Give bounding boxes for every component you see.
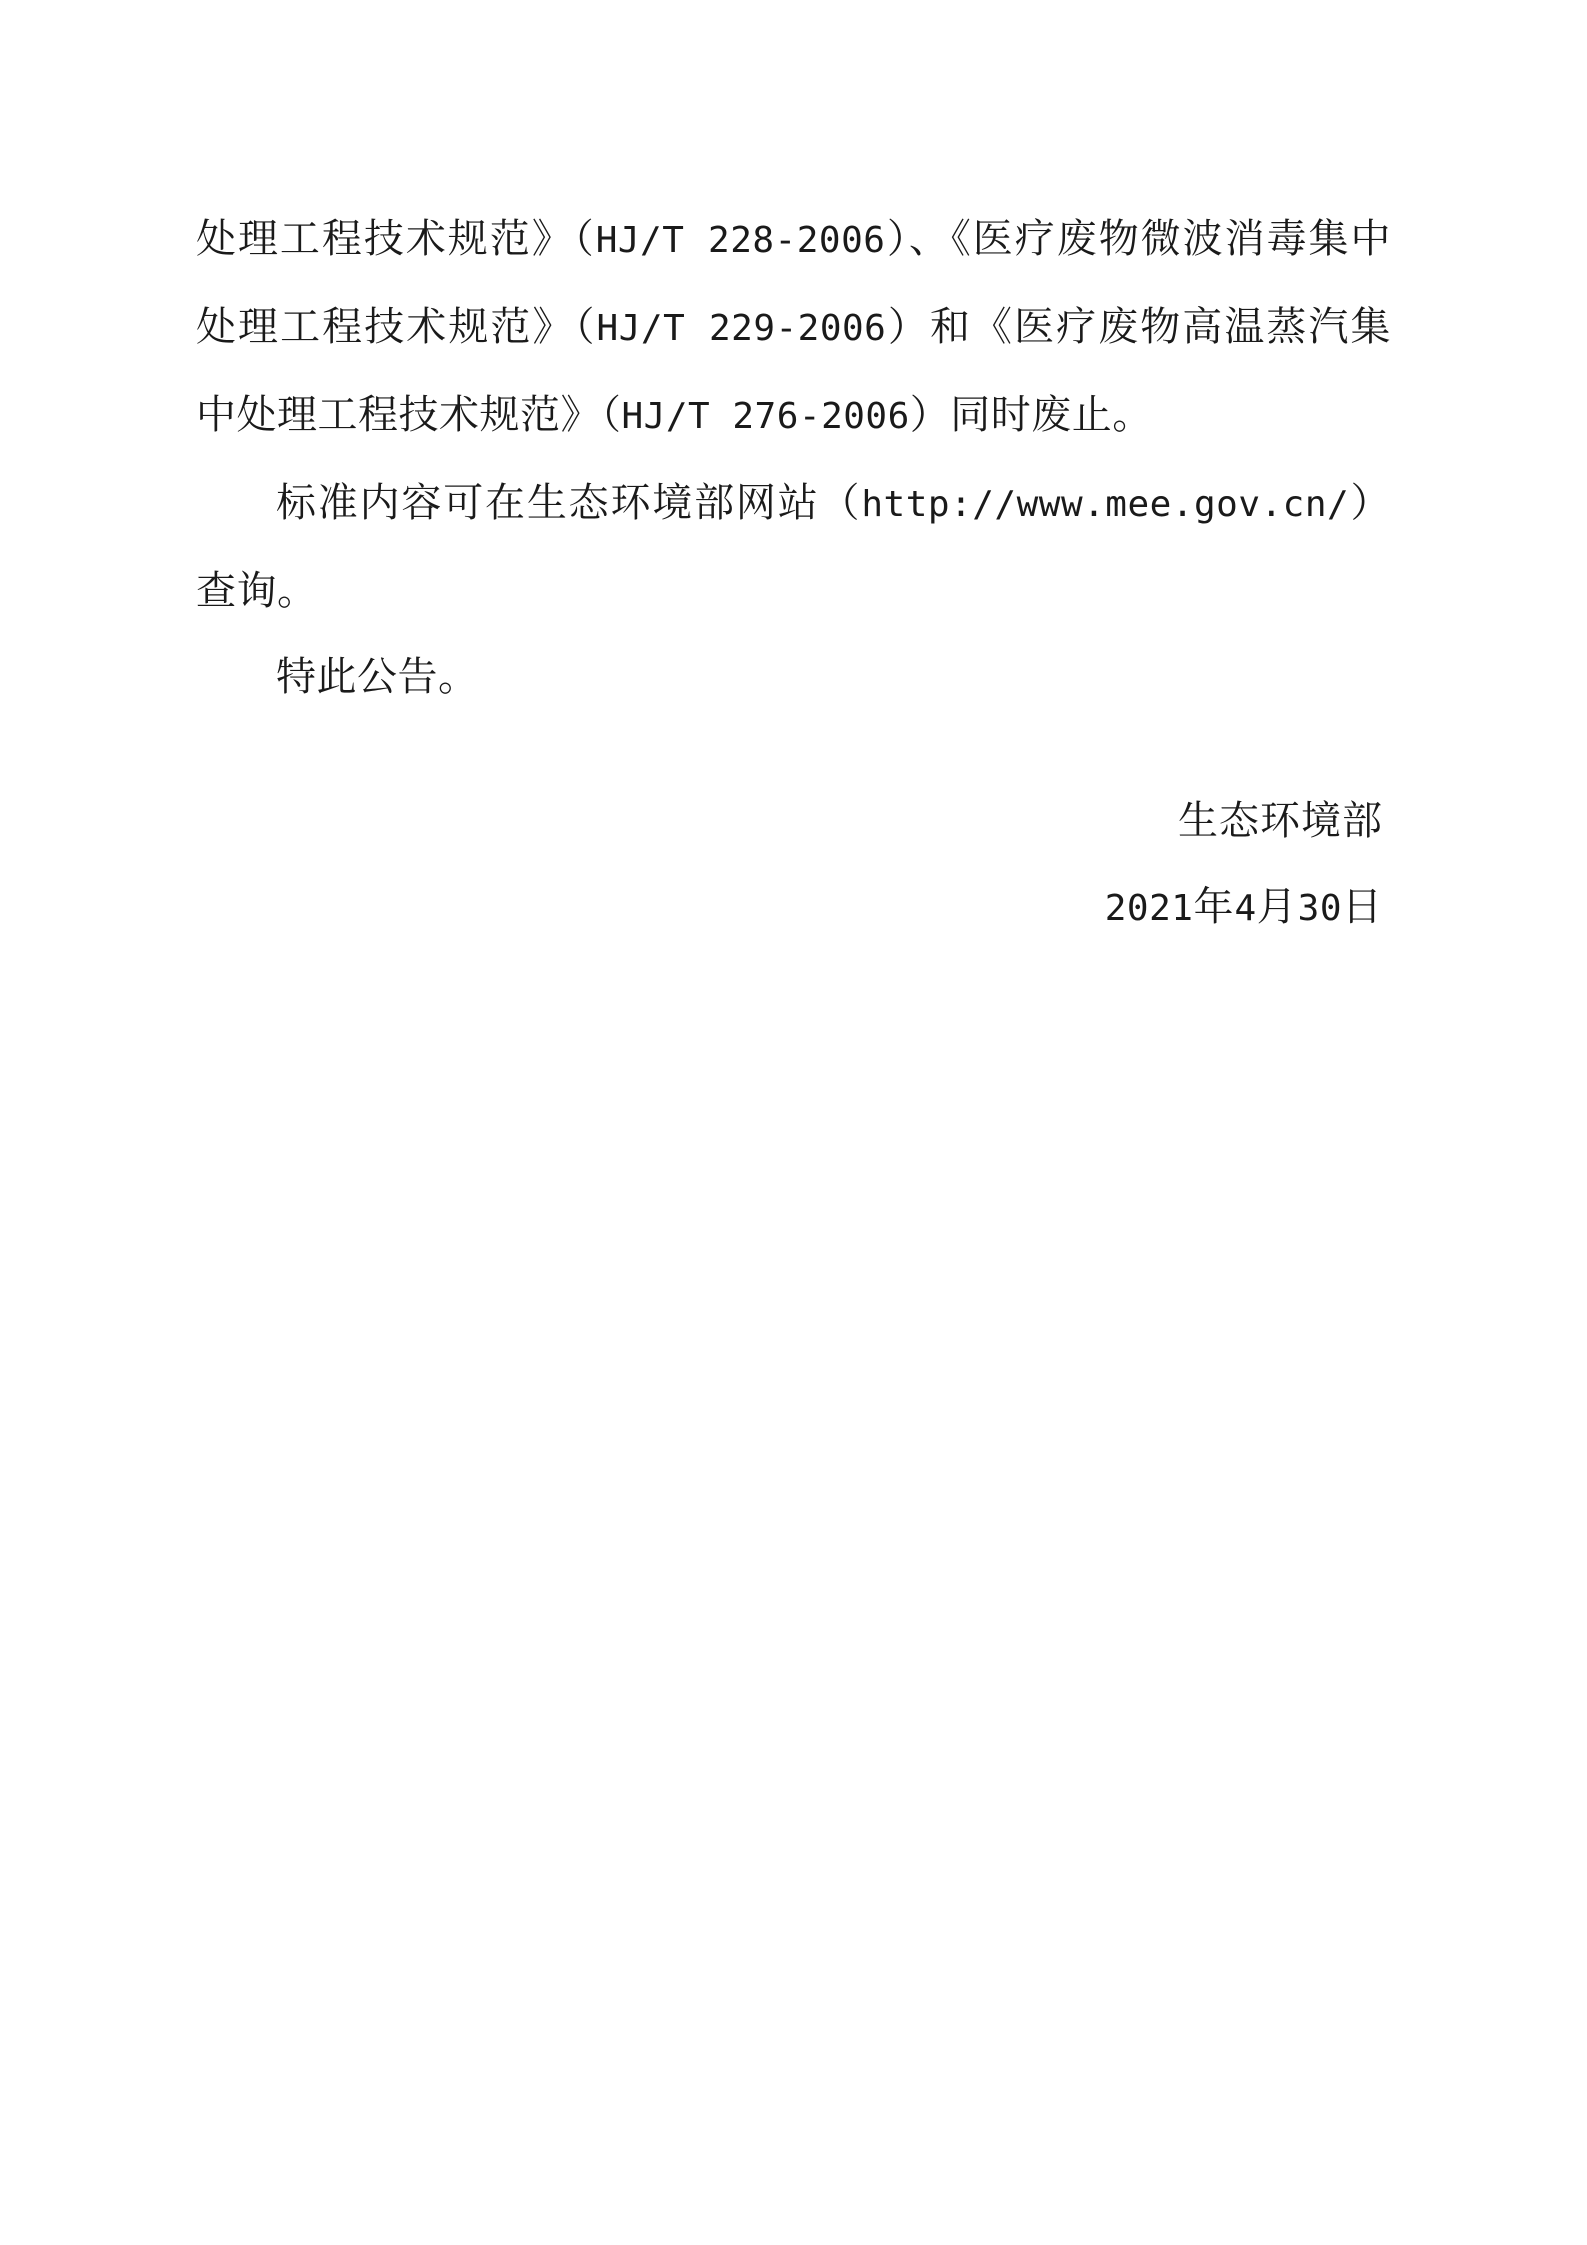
text-run: ）同时废止。 <box>909 392 1153 438</box>
signature-date <box>196 864 1383 952</box>
paragraph-announcement-closing <box>196 634 1391 720</box>
text-run: 特此公告。 <box>276 654 479 700</box>
signature-month: 4 <box>1234 888 1257 929</box>
text-run: ）和《医疗废物高温蒸汽集中处理工程技术规范》（ <box>196 304 1392 438</box>
standard-code-hjt228: HJ/T 228-2006 <box>595 220 886 261</box>
document-body <box>196 196 1391 952</box>
standard-code-hjt276: HJ/T 276-2006 <box>621 396 910 437</box>
standard-code-hjt229: HJ/T 229-2006 <box>596 308 887 349</box>
signature-year: 2021 <box>1104 888 1194 929</box>
signature-block <box>196 778 1391 952</box>
paragraph-repeal-notice <box>196 196 1391 460</box>
paragraph-website-notice <box>196 460 1391 634</box>
signature-month-label: 月 <box>1256 884 1298 930</box>
text-run: ）、《医疗废物微波消毒集中处理工程技术规范》（ <box>196 216 1392 350</box>
signature-day: 30 <box>1297 888 1342 929</box>
text-run: 标准内容可在生态环境部网站（ <box>276 480 862 526</box>
text-run: ）查询。 <box>196 480 1392 614</box>
signature-year-label: 年 <box>1193 884 1235 930</box>
signature-day-label: 日 <box>1342 884 1383 930</box>
text-run: 处理工程技术规范》（ <box>196 216 596 262</box>
signature-issuer: 生态环境部 <box>1178 798 1383 844</box>
website-url: http://www.mee.gov.cn/ <box>861 484 1350 525</box>
